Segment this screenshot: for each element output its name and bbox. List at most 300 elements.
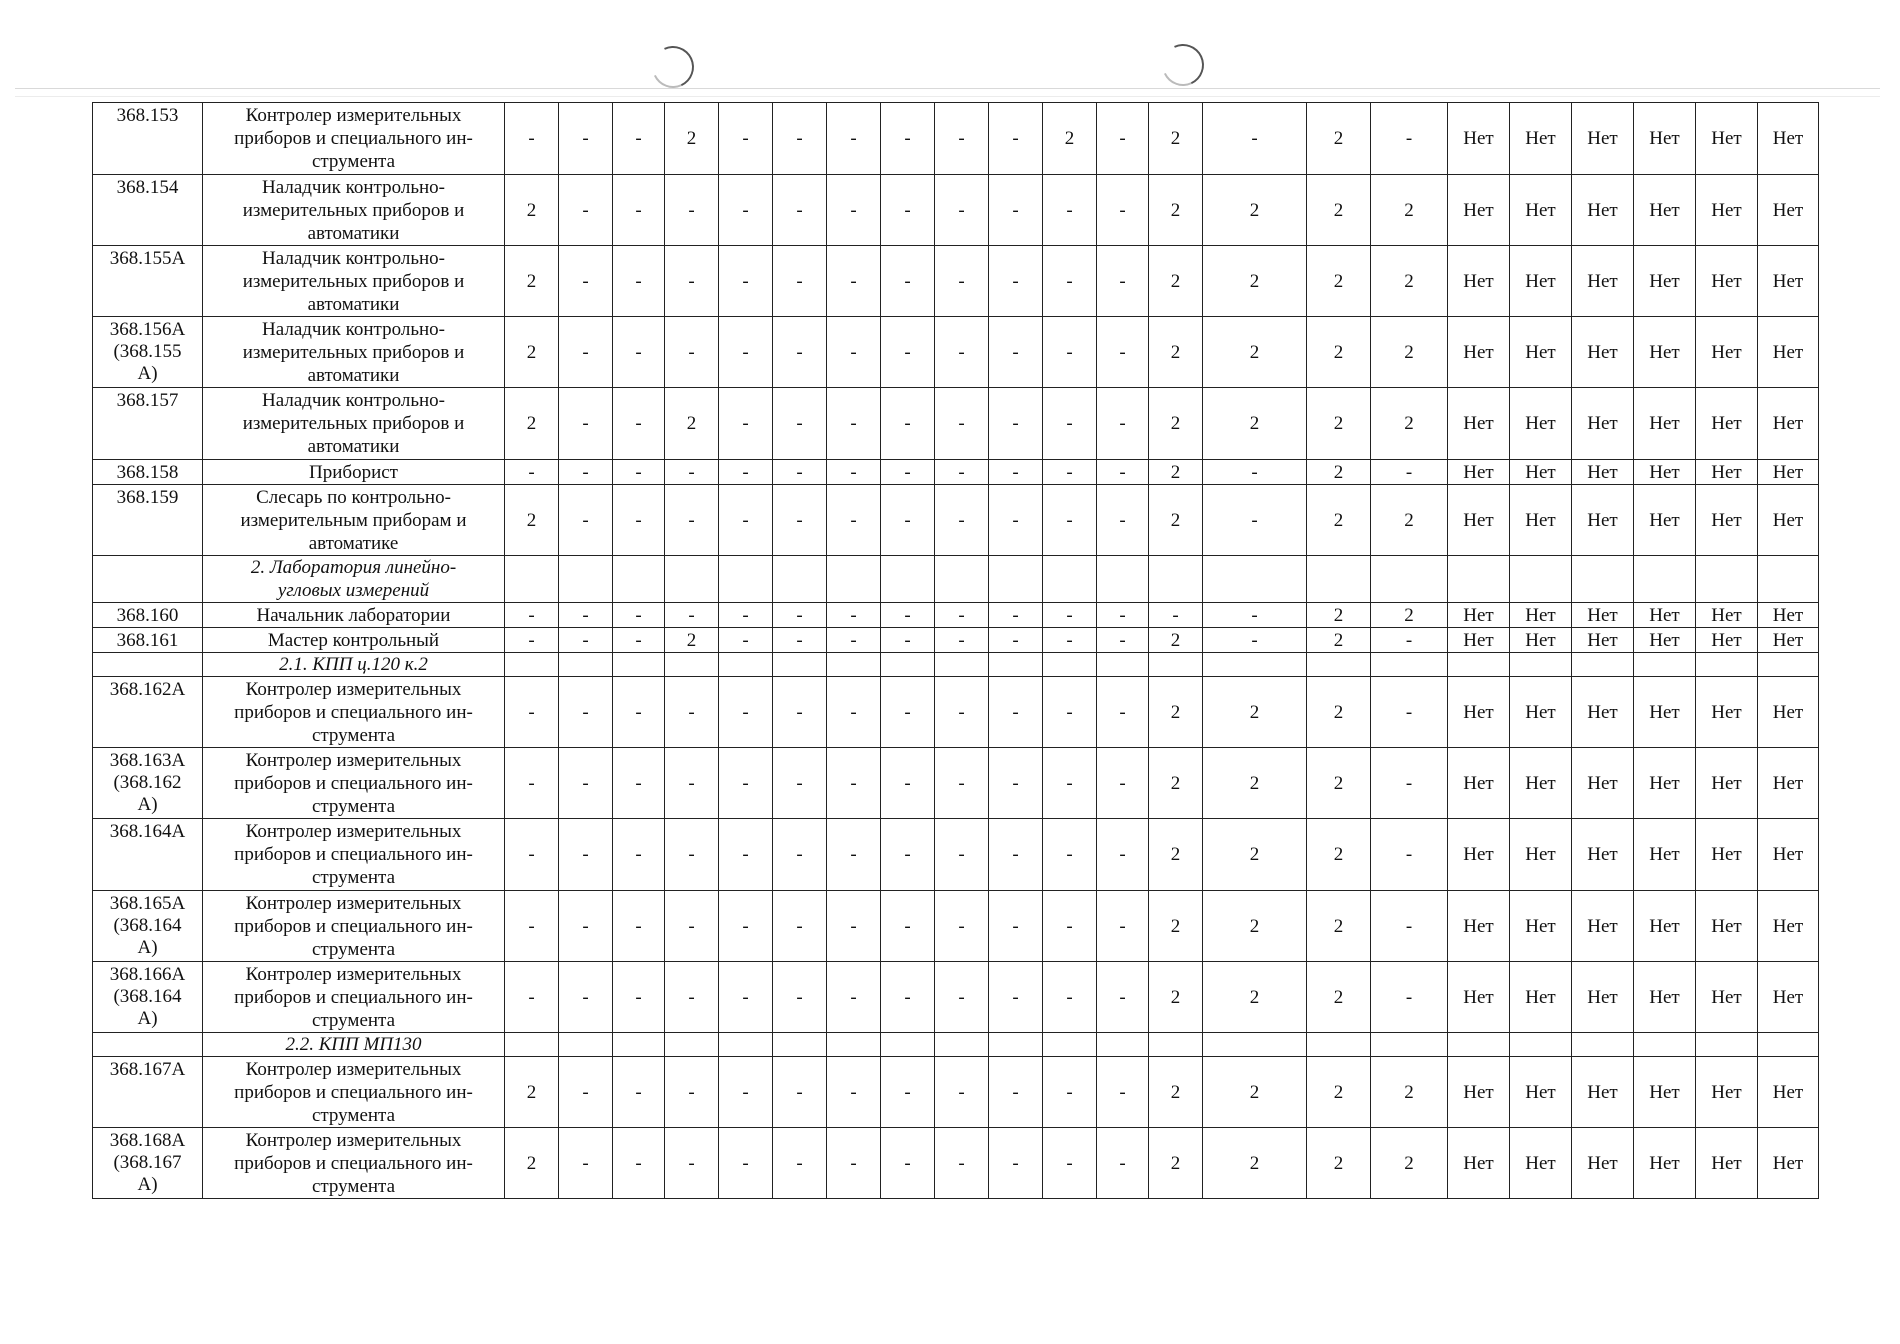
class-value-cell <box>773 1033 827 1057</box>
class-value-cell: 2 <box>1371 1057 1448 1128</box>
flag-cell: Нет <box>1510 1128 1572 1199</box>
class-value-cell: 2 <box>665 388 719 460</box>
class-value-cell: - <box>935 1128 989 1199</box>
class-value-cell: - <box>827 103 881 175</box>
class-value-cell: 2 <box>1203 175 1307 246</box>
flag-cell: Нет <box>1572 1057 1634 1128</box>
class-value-cell: - <box>827 175 881 246</box>
class-value-cell: - <box>881 103 935 175</box>
flag-cell: Нет <box>1510 246 1572 317</box>
flag-cell: Нет <box>1758 1057 1819 1128</box>
class-value-cell <box>719 653 773 677</box>
class-value-cell: 2 <box>1307 891 1371 962</box>
class-value-cell: - <box>665 1057 719 1128</box>
workplace-number-cell <box>93 603 203 628</box>
class-value-cell: - <box>1203 628 1307 653</box>
flag-cell: Нет <box>1634 485 1696 556</box>
class-value-cell: - <box>773 175 827 246</box>
class-value-cell: 2 <box>1149 246 1203 317</box>
class-value-cell: - <box>989 485 1043 556</box>
class-value-cell: - <box>935 962 989 1033</box>
class-value-cell: - <box>935 246 989 317</box>
class-value-cell <box>827 1033 881 1057</box>
flag-cell: Нет <box>1758 962 1819 1033</box>
class-value-cell: 2 <box>1149 1057 1203 1128</box>
class-value-cell: - <box>1043 388 1097 460</box>
table-row <box>93 748 1819 819</box>
class-value-cell <box>559 1033 613 1057</box>
class-value-cell: - <box>505 677 559 748</box>
scan-edge-line <box>15 96 1880 97</box>
class-value-cell: - <box>1097 628 1149 653</box>
class-value-cell: 2 <box>1203 1057 1307 1128</box>
position-name-cell <box>203 628 505 653</box>
flag-cell <box>1510 1033 1572 1057</box>
class-value-cell: - <box>613 891 665 962</box>
flag-cell: Нет <box>1758 677 1819 748</box>
flag-cell: Нет <box>1758 628 1819 653</box>
class-value-cell: - <box>773 485 827 556</box>
class-value-cell: - <box>559 962 613 1033</box>
class-value-cell <box>881 556 935 603</box>
flag-cell: Нет <box>1448 317 1510 388</box>
class-value-cell: - <box>505 748 559 819</box>
flag-cell: Нет <box>1448 485 1510 556</box>
flag-cell: Нет <box>1634 460 1696 485</box>
class-value-cell: 2 <box>505 1128 559 1199</box>
class-value-cell: - <box>1371 748 1448 819</box>
flag-cell <box>1572 1033 1634 1057</box>
class-value-cell: - <box>1043 246 1097 317</box>
flag-cell: Нет <box>1572 628 1634 653</box>
class-value-cell: - <box>1097 175 1149 246</box>
class-value-cell: - <box>881 460 935 485</box>
flag-cell: Нет <box>1634 962 1696 1033</box>
flag-cell <box>1696 556 1758 603</box>
flag-cell: Нет <box>1634 891 1696 962</box>
flag-cell: Нет <box>1758 1128 1819 1199</box>
text-line: 368.165А <box>109 893 186 914</box>
text-line: приборов и специального ин- <box>234 1152 473 1174</box>
flag-cell <box>1634 653 1696 677</box>
class-value-cell: 2 <box>665 103 719 175</box>
text-line: 368.155А <box>109 248 186 269</box>
text-line: Контролер измерительных <box>245 105 462 126</box>
class-value-cell: - <box>989 1057 1043 1128</box>
flag-cell: Нет <box>1510 1057 1572 1128</box>
class-value-cell: - <box>559 891 613 962</box>
flag-cell: Нет <box>1510 175 1572 246</box>
flag-cell <box>1510 653 1572 677</box>
flag-cell: Нет <box>1634 748 1696 819</box>
class-value-cell: - <box>1371 103 1448 175</box>
class-value-cell: 2 <box>1149 1128 1203 1199</box>
flag-cell: Нет <box>1448 603 1510 628</box>
class-value-cell: - <box>1097 748 1149 819</box>
workplace-number-cell <box>93 1128 203 1199</box>
class-value-cell: - <box>881 677 935 748</box>
class-value-cell <box>559 653 613 677</box>
flag-cell: Нет <box>1448 628 1510 653</box>
text-line: Наладчик контрольно- <box>262 247 445 269</box>
workplace-number-cell <box>93 653 203 677</box>
class-value-cell: - <box>881 603 935 628</box>
flag-cell: Нет <box>1510 317 1572 388</box>
text-line: 368.154 <box>116 177 179 198</box>
class-value-cell: - <box>559 1128 613 1199</box>
class-value-cell <box>505 556 559 603</box>
class-value-cell: - <box>773 748 827 819</box>
class-value-cell: - <box>989 677 1043 748</box>
class-value-cell <box>1097 1033 1149 1057</box>
section-row <box>93 1033 1819 1057</box>
text-line: Контролер измерительных <box>245 963 462 985</box>
flag-cell <box>1696 1033 1758 1057</box>
flag-cell: Нет <box>1696 317 1758 388</box>
class-value-cell: 2 <box>1307 603 1371 628</box>
position-name-cell <box>203 962 505 1033</box>
class-value-cell: 2 <box>1371 388 1448 460</box>
flag-cell: Нет <box>1448 891 1510 962</box>
class-value-cell: 2 <box>1307 485 1371 556</box>
table-row <box>93 962 1819 1033</box>
flag-cell: Нет <box>1510 485 1572 556</box>
class-value-cell: - <box>827 485 881 556</box>
workplace-assessment-table <box>92 102 1819 1199</box>
class-value-cell: 2 <box>505 175 559 246</box>
workplace-number-cell <box>93 819 203 891</box>
class-value-cell <box>505 1033 559 1057</box>
text-line: Приборист <box>309 461 398 483</box>
flag-cell: Нет <box>1758 460 1819 485</box>
class-value-cell: 2 <box>1307 317 1371 388</box>
flag-cell: Нет <box>1572 891 1634 962</box>
class-value-cell: - <box>1097 1128 1149 1199</box>
flag-cell: Нет <box>1758 748 1819 819</box>
class-value-cell: - <box>827 246 881 317</box>
class-value-cell: - <box>881 1057 935 1128</box>
class-value-cell: - <box>719 103 773 175</box>
class-value-cell <box>665 556 719 603</box>
class-value-cell: - <box>559 103 613 175</box>
flag-cell: Нет <box>1758 603 1819 628</box>
flag-cell <box>1448 556 1510 603</box>
text-line: 2.1. КПП ц.120 к.2 <box>279 654 428 675</box>
class-value-cell: - <box>1097 460 1149 485</box>
text-line: измерительных приборов и <box>242 413 465 434</box>
class-value-cell <box>989 1033 1043 1057</box>
class-value-cell: - <box>613 748 665 819</box>
text-line: приборов и специального ин- <box>234 1081 473 1103</box>
flag-cell: Нет <box>1696 460 1758 485</box>
text-line: струмента <box>311 795 396 817</box>
class-value-cell: - <box>559 628 613 653</box>
class-value-cell: - <box>1043 628 1097 653</box>
class-value-cell: - <box>935 460 989 485</box>
flag-cell: Нет <box>1510 628 1572 653</box>
flag-cell <box>1572 556 1634 603</box>
class-value-cell: - <box>1097 677 1149 748</box>
class-value-cell: - <box>1371 891 1448 962</box>
class-value-cell: - <box>935 485 989 556</box>
text-line: приборов и специального ин- <box>234 772 473 794</box>
class-value-cell: - <box>989 103 1043 175</box>
class-value-cell: - <box>827 819 881 891</box>
text-line: автоматики <box>307 436 400 457</box>
class-value-cell: - <box>1097 819 1149 891</box>
class-value-cell <box>613 556 665 603</box>
workplace-number-cell <box>93 388 203 460</box>
class-value-cell: - <box>613 388 665 460</box>
position-name-cell <box>203 748 505 819</box>
class-value-cell: - <box>613 317 665 388</box>
class-value-cell <box>665 1033 719 1057</box>
class-value-cell: - <box>719 388 773 460</box>
class-value-cell <box>1149 556 1203 603</box>
class-value-cell: - <box>773 677 827 748</box>
text-line: А) <box>137 363 158 384</box>
flag-cell: Нет <box>1572 317 1634 388</box>
class-value-cell <box>1149 1033 1203 1057</box>
class-value-cell: - <box>773 891 827 962</box>
class-value-cell: 2 <box>1149 103 1203 175</box>
class-value-cell: 2 <box>1371 175 1448 246</box>
text-line: струмента <box>311 1009 396 1031</box>
class-value-cell: 2 <box>1203 1128 1307 1199</box>
class-value-cell: - <box>827 388 881 460</box>
flag-cell: Нет <box>1634 819 1696 891</box>
class-value-cell: - <box>935 748 989 819</box>
flag-cell: Нет <box>1696 246 1758 317</box>
flag-cell: Нет <box>1510 460 1572 485</box>
class-value-cell: 2 <box>1203 962 1307 1033</box>
class-value-cell <box>505 653 559 677</box>
class-value-cell: - <box>613 103 665 175</box>
text-line: 368.156А <box>109 319 186 340</box>
class-value-cell <box>881 653 935 677</box>
class-value-cell: - <box>719 1128 773 1199</box>
flag-cell <box>1758 556 1819 603</box>
text-line: Контролер измерительных <box>245 749 462 771</box>
text-line: Начальник лаборатории <box>256 604 451 626</box>
position-name-cell <box>203 246 505 317</box>
table-row <box>93 246 1819 317</box>
flag-cell: Нет <box>1510 103 1572 175</box>
flag-cell: Нет <box>1510 962 1572 1033</box>
flag-cell: Нет <box>1696 628 1758 653</box>
table-row <box>93 317 1819 388</box>
class-value-cell: - <box>1097 1057 1149 1128</box>
flag-cell: Нет <box>1572 246 1634 317</box>
class-value-cell: - <box>989 891 1043 962</box>
flag-cell: Нет <box>1448 748 1510 819</box>
class-value-cell: - <box>989 628 1043 653</box>
class-value-cell: 2 <box>665 628 719 653</box>
class-value-cell: 2 <box>1307 677 1371 748</box>
class-value-cell: - <box>1097 891 1149 962</box>
class-value-cell: 2 <box>1371 246 1448 317</box>
class-value-cell <box>1043 556 1097 603</box>
class-value-cell: 2 <box>1149 317 1203 388</box>
flag-cell: Нет <box>1572 603 1634 628</box>
flag-cell: Нет <box>1696 962 1758 1033</box>
class-value-cell: - <box>989 819 1043 891</box>
class-value-cell: 2 <box>1203 748 1307 819</box>
class-value-cell: - <box>505 460 559 485</box>
class-value-cell: - <box>935 103 989 175</box>
workplace-number-cell <box>93 677 203 748</box>
class-value-cell: - <box>665 891 719 962</box>
text-line: измерительных приборов и <box>242 270 465 292</box>
position-name-cell <box>203 317 505 388</box>
flag-cell: Нет <box>1448 388 1510 460</box>
class-value-cell: - <box>1203 603 1307 628</box>
class-value-cell: - <box>665 460 719 485</box>
class-value-cell: 2 <box>1149 460 1203 485</box>
workplace-number-cell <box>93 891 203 962</box>
class-value-cell <box>1307 556 1371 603</box>
class-value-cell: - <box>665 1128 719 1199</box>
flag-cell: Нет <box>1696 103 1758 175</box>
class-value-cell: - <box>719 819 773 891</box>
class-value-cell: - <box>989 603 1043 628</box>
class-value-cell: - <box>1203 103 1307 175</box>
text-line: автоматики <box>307 293 400 315</box>
flag-cell: Нет <box>1696 175 1758 246</box>
class-value-cell: - <box>559 1057 613 1128</box>
class-value-cell: - <box>1043 175 1097 246</box>
flag-cell: Нет <box>1634 317 1696 388</box>
class-value-cell: - <box>1149 603 1203 628</box>
class-value-cell <box>989 556 1043 603</box>
class-value-cell: - <box>881 175 935 246</box>
class-value-cell: 2 <box>1149 388 1203 460</box>
flag-cell: Нет <box>1634 103 1696 175</box>
class-value-cell: - <box>1043 819 1097 891</box>
text-line: (368.164 <box>113 986 182 1007</box>
text-line: струмента <box>311 1175 396 1197</box>
flag-cell: Нет <box>1758 246 1819 317</box>
flag-cell: Нет <box>1572 460 1634 485</box>
class-value-cell: 2 <box>505 388 559 460</box>
class-value-cell: - <box>989 962 1043 1033</box>
class-value-cell: 2 <box>1371 1128 1448 1199</box>
class-value-cell: - <box>665 603 719 628</box>
class-value-cell: 2 <box>1371 603 1448 628</box>
table-row <box>93 677 1819 748</box>
class-value-cell <box>935 556 989 603</box>
class-value-cell: - <box>1097 603 1149 628</box>
flag-cell: Нет <box>1448 246 1510 317</box>
text-line: приборов и специального ин- <box>234 701 473 723</box>
flag-cell: Нет <box>1572 819 1634 891</box>
workplace-number-cell <box>93 103 203 175</box>
class-value-cell: 2 <box>1307 628 1371 653</box>
flag-cell: Нет <box>1510 388 1572 460</box>
flag-cell: Нет <box>1634 246 1696 317</box>
punch-hole-mark <box>646 40 700 94</box>
flag-cell <box>1448 653 1510 677</box>
text-line: 368.159 <box>116 487 179 508</box>
text-line: Контролер измерительных <box>245 1058 462 1080</box>
class-value-cell: - <box>613 628 665 653</box>
flag-cell: Нет <box>1634 175 1696 246</box>
class-value-cell: 2 <box>1307 1057 1371 1128</box>
class-value-cell: 2 <box>1203 388 1307 460</box>
text-line: 368.153 <box>116 105 179 126</box>
flag-cell: Нет <box>1696 891 1758 962</box>
class-value-cell: - <box>1097 246 1149 317</box>
class-value-cell: 2 <box>1307 175 1371 246</box>
class-value-cell <box>827 653 881 677</box>
class-value-cell: 2 <box>505 485 559 556</box>
class-value-cell: - <box>1043 485 1097 556</box>
class-value-cell: - <box>827 1057 881 1128</box>
table-row <box>93 103 1819 175</box>
flag-cell: Нет <box>1510 891 1572 962</box>
class-value-cell: - <box>613 485 665 556</box>
class-value-cell: - <box>719 748 773 819</box>
class-value-cell: - <box>719 891 773 962</box>
class-value-cell: - <box>505 603 559 628</box>
flag-cell: Нет <box>1696 677 1758 748</box>
class-value-cell: 2 <box>1203 891 1307 962</box>
class-value-cell: - <box>935 603 989 628</box>
position-name-cell <box>203 388 505 460</box>
text-line: 368.166А <box>109 964 186 985</box>
class-value-cell: - <box>827 748 881 819</box>
class-value-cell <box>719 556 773 603</box>
class-value-cell: 2 <box>1307 748 1371 819</box>
class-value-cell: - <box>773 603 827 628</box>
class-value-cell: - <box>559 819 613 891</box>
position-name-cell <box>203 677 505 748</box>
class-value-cell <box>773 556 827 603</box>
class-value-cell: - <box>719 317 773 388</box>
class-value-cell: 2 <box>1149 891 1203 962</box>
text-line: А) <box>137 937 158 958</box>
text-line: Наладчик контрольно- <box>262 176 445 198</box>
class-value-cell: 2 <box>1149 485 1203 556</box>
class-value-cell: 2 <box>1307 388 1371 460</box>
class-value-cell: - <box>1097 485 1149 556</box>
class-value-cell: - <box>881 628 935 653</box>
class-value-cell: - <box>505 819 559 891</box>
flag-cell: Нет <box>1572 677 1634 748</box>
class-value-cell: - <box>989 175 1043 246</box>
flag-cell: Нет <box>1696 388 1758 460</box>
flag-cell: Нет <box>1758 103 1819 175</box>
flag-cell: Нет <box>1448 175 1510 246</box>
class-value-cell: - <box>773 317 827 388</box>
class-value-cell: - <box>613 1128 665 1199</box>
flag-cell: Нет <box>1572 748 1634 819</box>
class-value-cell: - <box>989 246 1043 317</box>
class-value-cell <box>935 653 989 677</box>
class-value-cell: - <box>827 891 881 962</box>
class-value-cell: - <box>1371 460 1448 485</box>
text-line: Наладчик контрольно- <box>262 390 445 411</box>
class-value-cell: - <box>935 317 989 388</box>
class-value-cell: 2 <box>1203 246 1307 317</box>
class-value-cell: 2 <box>505 317 559 388</box>
class-value-cell: - <box>719 1057 773 1128</box>
class-value-cell: - <box>1097 317 1149 388</box>
position-name-cell <box>203 1128 505 1199</box>
class-value-cell <box>1307 1033 1371 1057</box>
flag-cell: Нет <box>1758 891 1819 962</box>
text-line: Контролер измерительных <box>245 821 462 842</box>
